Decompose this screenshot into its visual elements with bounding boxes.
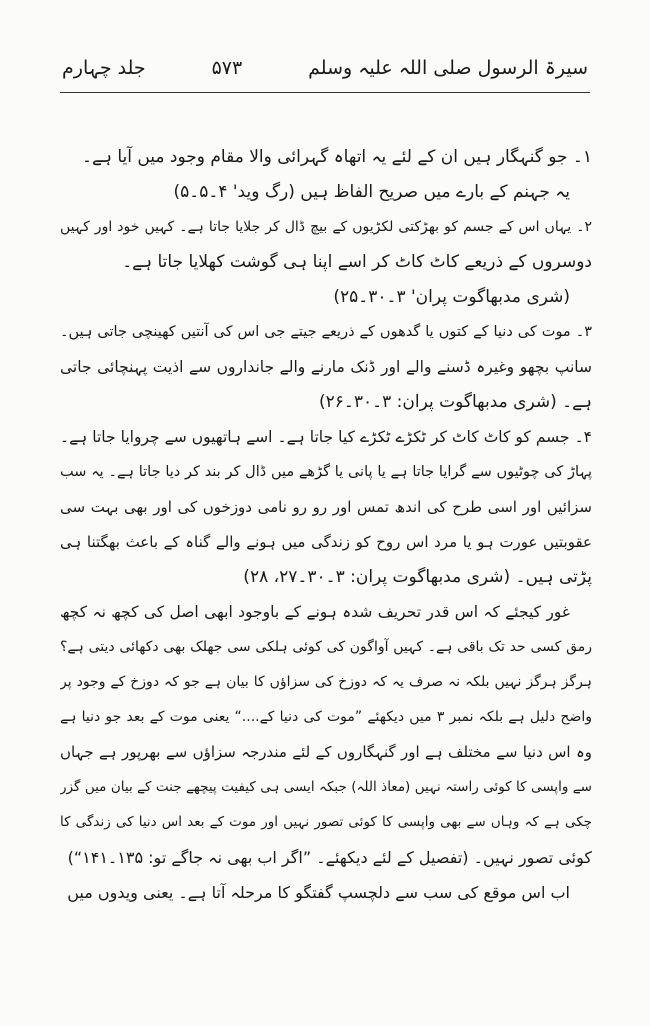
text-line: سے واپسی کا کوئی راستہ نہیں (معاذ اللہ) جبکہ ایسی ہی کیفیت پیچھے جنت کے بیان میں گزر [60, 779, 592, 795]
text-line: ۴۔ جسم کو کاٹ کاٹ کر ٹکڑے ٹکڑے کیا جاتا ہے۔ اسے ہاتھیوں سے چروایا جاتا ہے۔ [60, 428, 592, 446]
text-line: کوئی تصور نہیں۔ (تفصیل کے لئے دیکھئے۔ ”اگر اب بھی نہ جاگے تو: ۱۳۵۔۱۴۱“) [67, 848, 592, 867]
text-line: پڑتی ہیں۔ (شری مدبھاگوت پران: ۳۔۳۰۔۲۷، ۲۸) [243, 567, 592, 587]
header-rule [60, 92, 590, 93]
text-line: ہے۔ (شری مدبھاگوت پران: ۳۔۳۰۔۲۶) [318, 392, 592, 412]
text-line: چکی ہے کہ وہاں سے بھی واپسی کا کوئی تصور نہیں اور موت کے بعد اس دنیا کی زندگی کا [60, 814, 592, 830]
page-number: ۵۷۳ [211, 57, 243, 79]
text-line: سزائیں اور اسی طرح کی اندھ تمس اور رو رو نامی دوزخوں کی اور بھی بہت سی [60, 498, 592, 516]
volume-label: جلد چہارم [62, 57, 146, 79]
text-line: اب اس موقع کی سب سے دلچسپ گفتگو کا مرحلہ آتا ہے۔ یعنی ویدوں میں [67, 883, 570, 902]
text-line: ۲۔ یہاں اس کے جسم کو بھڑکتی لکڑیوں کے بیچ ڈال کر جلایا جاتا ہے۔ کہیں خود اور کہیں [60, 219, 592, 235]
text-line: وہ اس دنیا سے مختلف ہے اور گنہگاروں کے لئے مندرجہ سزاؤں سے بھرپور ہے جہاں [60, 743, 592, 761]
text-line: یہ جہنم کے بارے میں صریح الفاظ ہیں (رگ وید' ۴۔۵۔۵) [173, 182, 570, 202]
text-line: سانپ بچھو وغیرہ ڈسنے والے اور ڈنک مارنے والے جانداروں سے اذیت پہنچائی جاتی [60, 358, 592, 376]
running-header [62, 52, 588, 84]
text-line: رمق کسی حد تک باقی ہے۔ کہیں آواگون کی کوئی ہلکی سی جھلک بھی دکھائی دیتی ہے؟ [60, 639, 592, 655]
text-line: ہرگز ہرگز نہیں بلکہ نہ صرف یہ کہ دوزخ کی سزاؤں کا بیان ہے جو کہ دوزخ کے وجود پر [60, 674, 592, 690]
text-line: دوسروں کے ذریعے کاٹ کاٹ کر اسے اپنا ہی گوشت کھلایا جاتا ہے۔ [122, 252, 592, 272]
citation-line: (شری مدبھاگوت پران' ۳۔۳۰۔۲۵) [333, 287, 570, 307]
text-line: ۳۔ موت کی دنیا کے کتوں یا گدھوں کے ذریعے جیتے جی اس کی آنتیں کھینچی جاتی ہیں۔ [60, 324, 592, 340]
text-line: ۱۔ جو گنہگار ہیں ان کے لئے یہ اتھاہ گہرائی والا مقام وجود میں آیا ہے۔ [82, 147, 592, 167]
text-line: غور کیجئے کہ اس قدر تحریف شدہ ہونے کے باوجود ابھی اصل کی کچھ نہ کچھ [60, 603, 570, 621]
text-line: عقوبتیں عورت ہو یا مرد اس روح کو زندگی میں ہونے والے گناہ کے باعث بھگتنا ہی [60, 533, 592, 551]
book-title: سیرۃ الرسول صلی اللہ علیہ وسلم [308, 57, 588, 79]
text-line: واضح دلیل ہے بلکہ نمبر ۳ میں دیکھئے ”موت کی دنیا کے....“ یعنی موت کے بعد جو دنیا ہے [60, 709, 592, 725]
page-body [60, 140, 592, 910]
text-line: پہاڑ کی چوٹیوں سے گرایا جاتا ہے یا پانی یا گڑھے میں ڈال کر بند کر دیا جاتا ہے۔ یہ سب [60, 464, 592, 480]
